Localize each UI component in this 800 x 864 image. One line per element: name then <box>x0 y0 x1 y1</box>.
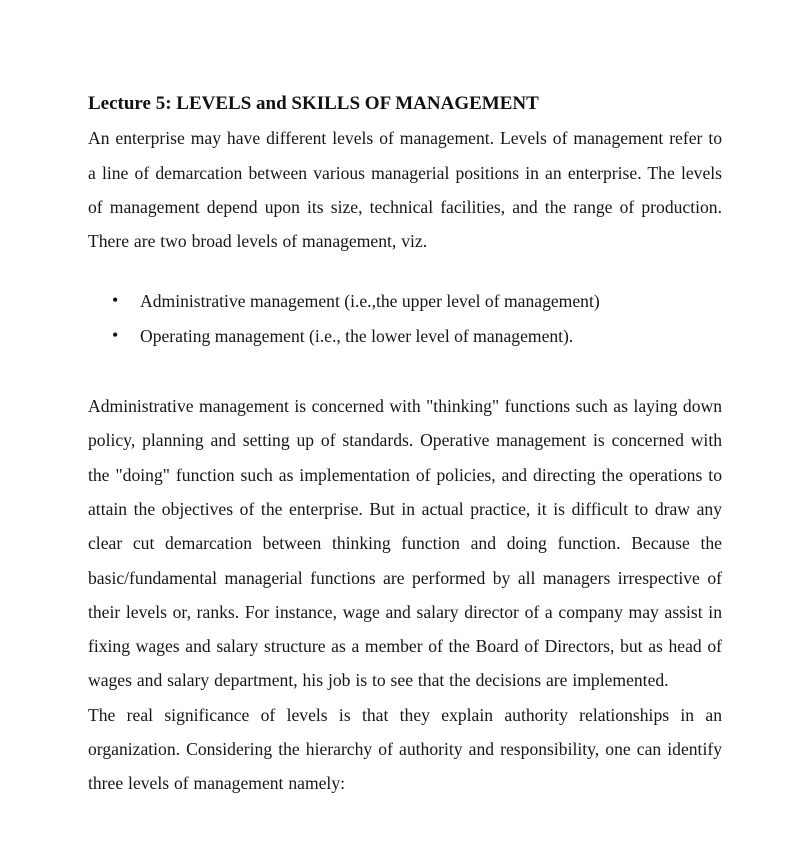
bullet-icon: • <box>112 324 119 345</box>
closing-paragraph: The real significance of levels is that they explain authority relationships in an organization. Considering the hierarchy of authority and responsibility, one can identify three levels of management namely: <box>88 704 722 794</box>
list-item <box>88 319 722 353</box>
list-item-label: Operating management (i.e., the lower level of management). <box>140 325 574 346</box>
body-paragraph: Administrative management is concerned with "thinking" functions such as laying down policy, planning and setting up of standards. Operative management is concerned with the "doing" function such as implementation of policies, and directing the operations to attain the objectives of the enterprise. But in actual practice, it is difficult to draw any clear cut demarcation between thinking function and doing function. Because the basic/fundamental managerial functions are performed by all managers irrespective of their levels or, ranks. For instance, wage and salary director of a company may assist in fixing wages and salary structure as a member of the Board of Directors, but as head of wages and salary department, his job is to see that the decisions are implemented. <box>88 396 722 691</box>
bullet-icon: • <box>112 290 119 311</box>
intro-paragraph: An enterprise may have different levels of management. Levels of management refer to a line of demarcation between various managerial positions in an enterprise. The levels of management depend upon its size, technical facilities, and the range of production. There are two broad levels of management, viz. <box>88 128 722 252</box>
list-item-label: Administrative management (i.e.,the upper level of management) <box>140 291 600 312</box>
list-item <box>88 284 722 318</box>
management-levels-list <box>88 284 722 353</box>
lecture-title: Lecture 5: LEVELS and SKILLS OF MANAGEMENT <box>88 93 539 114</box>
